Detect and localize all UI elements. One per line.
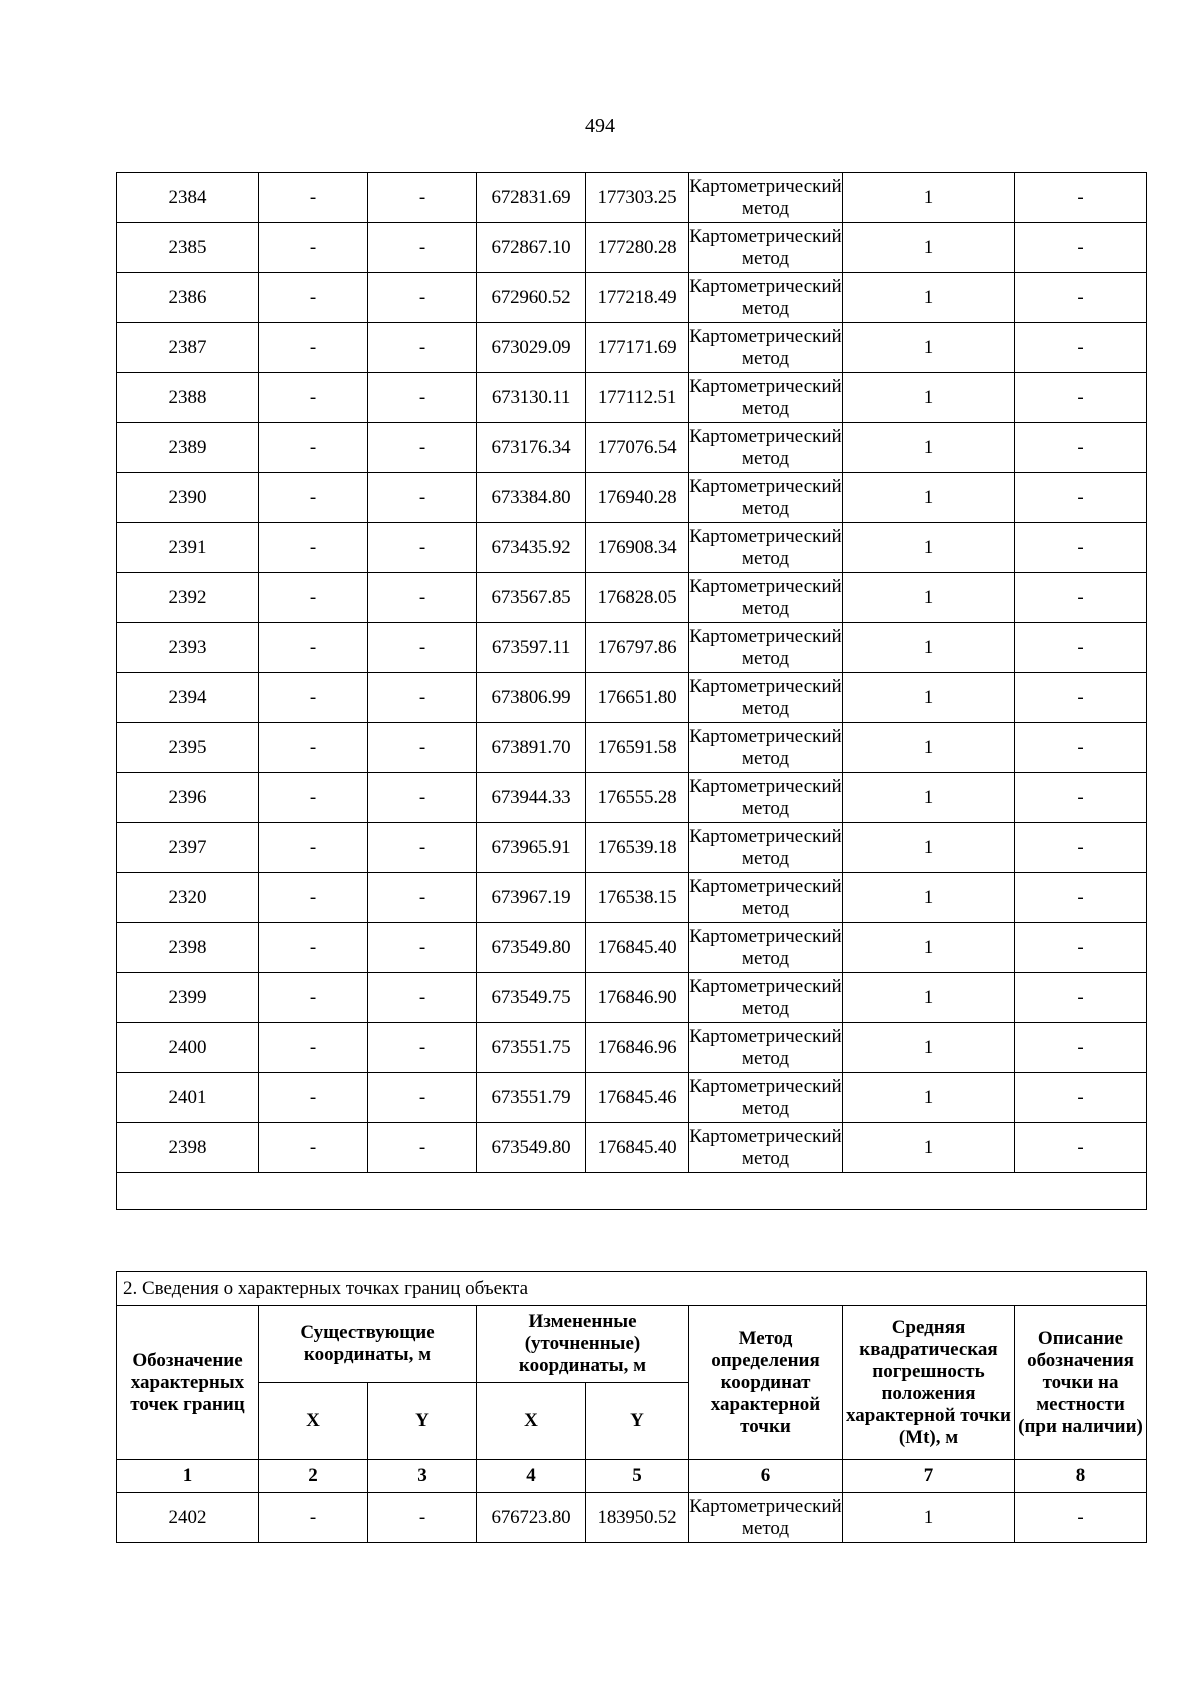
table-row [117, 873, 1147, 923]
table-row [117, 823, 1147, 873]
existing-y: - [368, 573, 477, 623]
changed-x: 673967.19 [477, 873, 586, 923]
existing-x: - [259, 273, 368, 323]
existing-x: - [259, 723, 368, 773]
table-row [117, 323, 1147, 373]
column-number: 1 [117, 1460, 259, 1493]
header-existing-x: X [259, 1383, 368, 1460]
empty-row [117, 1173, 1147, 1210]
existing-x: - [259, 223, 368, 273]
point-id: 2402 [117, 1493, 259, 1543]
description: - [1015, 1493, 1147, 1543]
existing-y: - [368, 473, 477, 523]
column-number: 5 [586, 1460, 689, 1493]
changed-y: 176797.86 [586, 623, 689, 673]
table-row [117, 723, 1147, 773]
point-id: 2400 [117, 1023, 259, 1073]
existing-y: - [368, 623, 477, 673]
existing-y: - [368, 773, 477, 823]
method: Картометрический метод [689, 223, 843, 273]
table-row [117, 523, 1147, 573]
existing-y: - [368, 423, 477, 473]
changed-y: 176908.34 [586, 523, 689, 573]
page-number: 494 [585, 115, 615, 137]
coordinates-table-continued [116, 172, 1147, 1210]
existing-y: - [368, 1073, 477, 1123]
changed-y: 176846.96 [586, 1023, 689, 1073]
method: Картометрический метод [689, 973, 843, 1023]
changed-x: 673549.75 [477, 973, 586, 1023]
method: Картометрический метод [689, 1123, 843, 1173]
table-row [117, 223, 1147, 273]
description: - [1015, 973, 1147, 1023]
point-id: 2398 [117, 923, 259, 973]
column-number: 8 [1015, 1460, 1147, 1493]
table-caption: 2. Сведения о характерных точках границ объекта [117, 1272, 1147, 1306]
changed-x: 672960.52 [477, 273, 586, 323]
existing-x: - [259, 1493, 368, 1543]
point-id: 2320 [117, 873, 259, 923]
description: - [1015, 623, 1147, 673]
existing-y: - [368, 323, 477, 373]
header-existing-coordinates: Существующие координаты, м [259, 1306, 477, 1383]
existing-x: - [259, 473, 368, 523]
changed-y: 177076.54 [586, 423, 689, 473]
point-id: 2395 [117, 723, 259, 773]
existing-y: - [368, 223, 477, 273]
column-number: 4 [477, 1460, 586, 1493]
method: Картометрический метод [689, 323, 843, 373]
description: - [1015, 923, 1147, 973]
accuracy: 1 [843, 673, 1015, 723]
accuracy: 1 [843, 823, 1015, 873]
existing-x: - [259, 973, 368, 1023]
method: Картометрический метод [689, 623, 843, 673]
point-id: 2384 [117, 173, 259, 223]
method: Картометрический метод [689, 373, 843, 423]
description: - [1015, 323, 1147, 373]
changed-y: 176846.90 [586, 973, 689, 1023]
point-id: 2391 [117, 523, 259, 573]
changed-x: 673384.80 [477, 473, 586, 523]
changed-y: 176539.18 [586, 823, 689, 873]
header-point-designation: Обозначение характерных точек границ [117, 1306, 259, 1460]
existing-y: - [368, 173, 477, 223]
point-id: 2390 [117, 473, 259, 523]
point-id: 2401 [117, 1073, 259, 1123]
existing-x: - [259, 823, 368, 873]
changed-y: 176845.46 [586, 1073, 689, 1123]
existing-x: - [259, 1023, 368, 1073]
table-row [117, 673, 1147, 723]
changed-y: 177303.25 [586, 173, 689, 223]
table-row [117, 373, 1147, 423]
description: - [1015, 773, 1147, 823]
method: Картометрический метод [689, 273, 843, 323]
changed-x: 676723.80 [477, 1493, 586, 1543]
method: Картометрический метод [689, 1073, 843, 1123]
point-id: 2392 [117, 573, 259, 623]
existing-x: - [259, 923, 368, 973]
method: Картометрический метод [689, 423, 843, 473]
point-id: 2396 [117, 773, 259, 823]
table-row [117, 273, 1147, 323]
changed-y: 176538.15 [586, 873, 689, 923]
changed-y: 177218.49 [586, 273, 689, 323]
accuracy: 1 [843, 523, 1015, 573]
existing-y: - [368, 523, 477, 573]
changed-y: 177280.28 [586, 223, 689, 273]
accuracy: 1 [843, 1073, 1015, 1123]
accuracy: 1 [843, 373, 1015, 423]
changed-y: 176845.40 [586, 1123, 689, 1173]
existing-x: - [259, 523, 368, 573]
method: Картометрический метод [689, 523, 843, 573]
existing-y: - [368, 973, 477, 1023]
accuracy: 1 [843, 423, 1015, 473]
existing-x: - [259, 1123, 368, 1173]
header-existing-y: Y [368, 1383, 477, 1460]
existing-y: - [368, 273, 477, 323]
description: - [1015, 523, 1147, 573]
description: - [1015, 223, 1147, 273]
table-row [117, 1073, 1147, 1123]
accuracy: 1 [843, 723, 1015, 773]
existing-y: - [368, 1123, 477, 1173]
coordinates-table-body [117, 173, 1147, 1210]
existing-y: - [368, 1493, 477, 1543]
header-changed-coordinates: Измененные (уточненные) координаты, м [477, 1306, 689, 1383]
table-row [117, 423, 1147, 473]
changed-y: 176651.80 [586, 673, 689, 723]
existing-x: - [259, 573, 368, 623]
method: Картометрический метод [689, 173, 843, 223]
changed-x: 673806.99 [477, 673, 586, 723]
existing-y: - [368, 723, 477, 773]
existing-x: - [259, 873, 368, 923]
changed-y: 183950.52 [586, 1493, 689, 1543]
changed-x: 673551.79 [477, 1073, 586, 1123]
description: - [1015, 1073, 1147, 1123]
method: Картометрический метод [689, 473, 843, 523]
changed-x: 673944.33 [477, 773, 586, 823]
description: - [1015, 423, 1147, 473]
column-number: 3 [368, 1460, 477, 1493]
changed-x: 673567.85 [477, 573, 586, 623]
existing-x: - [259, 173, 368, 223]
changed-x: 673029.09 [477, 323, 586, 373]
description: - [1015, 873, 1147, 923]
changed-x: 673891.70 [477, 723, 586, 773]
changed-x: 673597.11 [477, 623, 586, 673]
description: - [1015, 823, 1147, 873]
changed-x: 673435.92 [477, 523, 586, 573]
changed-y: 177171.69 [586, 323, 689, 373]
table-row [117, 923, 1147, 973]
table-row [117, 1023, 1147, 1073]
method: Картометрический метод [689, 823, 843, 873]
point-id: 2398 [117, 1123, 259, 1173]
point-id: 2385 [117, 223, 259, 273]
accuracy: 1 [843, 973, 1015, 1023]
method: Картометрический метод [689, 723, 843, 773]
header-changed-y: Y [586, 1383, 689, 1460]
accuracy: 1 [843, 773, 1015, 823]
description: - [1015, 373, 1147, 423]
accuracy: 1 [843, 1023, 1015, 1073]
point-id: 2387 [117, 323, 259, 373]
accuracy: 1 [843, 1493, 1015, 1543]
accuracy: 1 [843, 923, 1015, 973]
point-id: 2399 [117, 973, 259, 1023]
changed-x: 673130.11 [477, 373, 586, 423]
point-id: 2397 [117, 823, 259, 873]
method: Картометрический метод [689, 923, 843, 973]
empty-cell [117, 1173, 1147, 1210]
point-id: 2386 [117, 273, 259, 323]
changed-x: 672831.69 [477, 173, 586, 223]
description: - [1015, 1123, 1147, 1173]
changed-y: 177112.51 [586, 373, 689, 423]
description: - [1015, 473, 1147, 523]
table-row [117, 473, 1147, 523]
changed-x: 673176.34 [477, 423, 586, 473]
existing-x: - [259, 623, 368, 673]
existing-y: - [368, 373, 477, 423]
changed-y: 176591.58 [586, 723, 689, 773]
header-changed-x: X [477, 1383, 586, 1460]
point-id: 2393 [117, 623, 259, 673]
accuracy: 1 [843, 473, 1015, 523]
boundary-points-table [116, 1271, 1147, 1543]
description: - [1015, 173, 1147, 223]
column-number: 7 [843, 1460, 1015, 1493]
method: Картометрический метод [689, 673, 843, 723]
accuracy: 1 [843, 573, 1015, 623]
existing-x: - [259, 673, 368, 723]
method: Картометрический метод [689, 873, 843, 923]
changed-x: 673549.80 [477, 923, 586, 973]
header-method: Метод определения координат характерной точки [689, 1306, 843, 1460]
description: - [1015, 673, 1147, 723]
existing-x: - [259, 773, 368, 823]
method: Картометрический метод [689, 573, 843, 623]
changed-y: 176828.05 [586, 573, 689, 623]
method: Картометрический метод [689, 1023, 843, 1073]
table-row [117, 623, 1147, 673]
accuracy: 1 [843, 1123, 1015, 1173]
existing-y: - [368, 823, 477, 873]
accuracy: 1 [843, 223, 1015, 273]
changed-x: 673965.91 [477, 823, 586, 873]
table-row [117, 1123, 1147, 1173]
existing-x: - [259, 1073, 368, 1123]
accuracy: 1 [843, 873, 1015, 923]
accuracy: 1 [843, 323, 1015, 373]
description: - [1015, 573, 1147, 623]
column-number: 2 [259, 1460, 368, 1493]
table-row [117, 773, 1147, 823]
point-id: 2394 [117, 673, 259, 723]
changed-y: 176555.28 [586, 773, 689, 823]
existing-y: - [368, 1023, 477, 1073]
method: Картометрический метод [689, 773, 843, 823]
point-id: 2388 [117, 373, 259, 423]
changed-y: 176845.40 [586, 923, 689, 973]
description: - [1015, 1023, 1147, 1073]
point-id: 2389 [117, 423, 259, 473]
existing-x: - [259, 423, 368, 473]
existing-y: - [368, 923, 477, 973]
existing-x: - [259, 373, 368, 423]
changed-y: 176940.28 [586, 473, 689, 523]
column-number: 6 [689, 1460, 843, 1493]
method: Картометрический метод [689, 1493, 843, 1543]
description: - [1015, 273, 1147, 323]
changed-x: 673549.80 [477, 1123, 586, 1173]
existing-y: - [368, 873, 477, 923]
changed-x: 672867.10 [477, 223, 586, 273]
accuracy: 1 [843, 173, 1015, 223]
table-row [117, 173, 1147, 223]
table-row [117, 573, 1147, 623]
existing-y: - [368, 673, 477, 723]
existing-x: - [259, 323, 368, 373]
column-numbers-row [117, 1460, 1147, 1493]
accuracy: 1 [843, 273, 1015, 323]
table-row [117, 1493, 1147, 1543]
accuracy: 1 [843, 623, 1015, 673]
header-description: Описание обозначения точки на местности (при наличии) [1015, 1306, 1147, 1460]
description: - [1015, 723, 1147, 773]
header-accuracy: Средняя квадратическая погрешность положения характерной точки (Mt), м [843, 1306, 1015, 1460]
table-row [117, 973, 1147, 1023]
changed-x: 673551.75 [477, 1023, 586, 1073]
